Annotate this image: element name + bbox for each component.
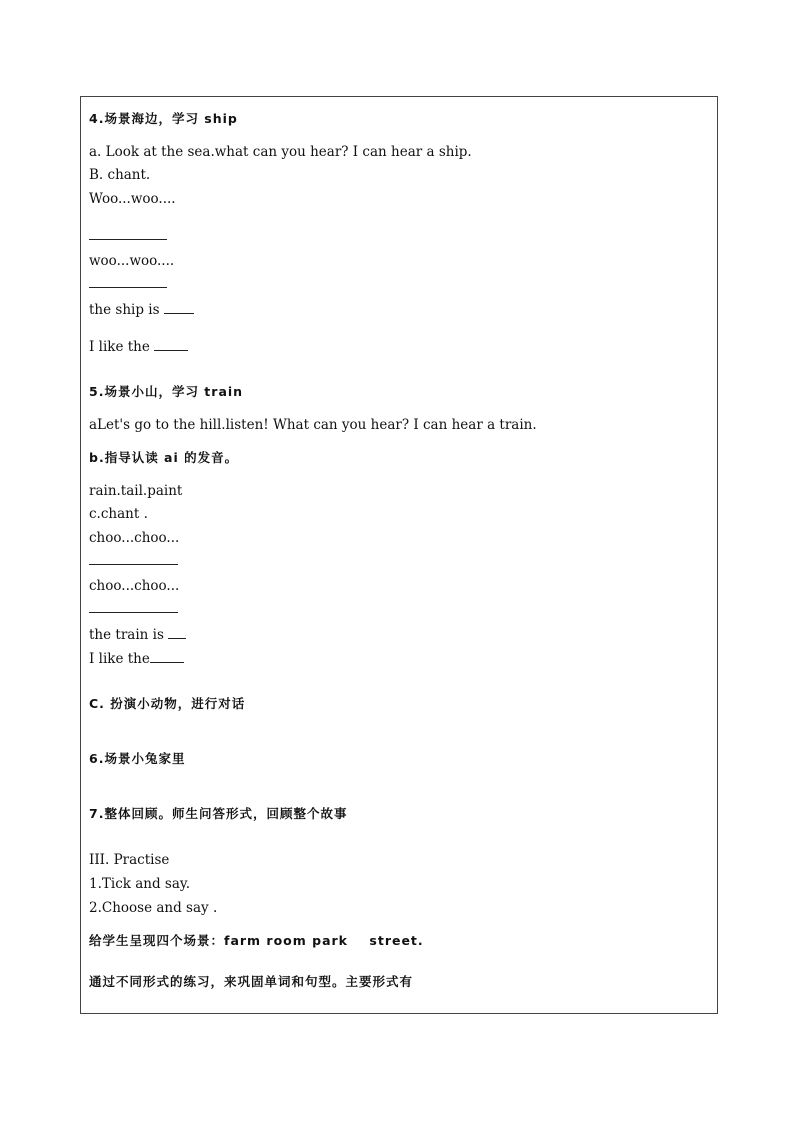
practise-item-2: 2.Choose and say .: [89, 900, 218, 916]
practise-item-1: 1.Tick and say.: [89, 876, 191, 892]
chant-line-choo-2: choo...choo...: [89, 578, 180, 594]
blank-line-1: [89, 239, 167, 240]
step-5-heading: 5.场景小山，学习 train: [89, 384, 244, 399]
blank-line-2: [89, 287, 167, 288]
step-5a-text: aLet's go to the hill.listen! What can you hear? I can hear a train.: [89, 417, 537, 433]
train-is-text: the train is: [89, 627, 164, 643]
like-the-train-line: [89, 649, 184, 668]
step-5b-text: b.指导认读 ai 的发音。: [89, 450, 239, 465]
blank-line-3: [89, 564, 178, 565]
ship-is-line: [89, 300, 194, 319]
step-7-heading: 7.整体回顾。师生问答形式，回顾整个故事: [89, 806, 348, 821]
like-blank-2: [150, 649, 184, 663]
scenes-line: 给学生呈现四个场景：farm room park street.: [89, 933, 424, 948]
chant-line-choo-1: choo...choo...: [89, 530, 180, 546]
like-the-text-1: I like the: [89, 339, 150, 355]
step-c-roleplay: C. 扮演小动物，进行对话: [89, 696, 246, 711]
train-is-line: [89, 625, 186, 644]
like-the-ship-line: [89, 337, 188, 356]
step-4-heading: 4.场景海边，学习 ship: [89, 111, 238, 126]
step-4b-text: B. chant.: [89, 167, 151, 183]
train-blank: [168, 625, 186, 639]
ship-blank: [164, 300, 194, 314]
like-the-text-2: I like the: [89, 651, 150, 667]
like-blank-1: [154, 337, 188, 351]
blank-line-4: [89, 612, 178, 613]
step-6-heading: 6.场景小兔家里: [89, 751, 186, 766]
practise-heading: III. Practise: [89, 852, 170, 868]
chant-line-woo-1: Woo...woo....: [89, 191, 176, 207]
lesson-plan-frame: [80, 96, 718, 1014]
step-4a-text: a. Look at the sea.what can you hear? I can hear a ship.: [89, 144, 472, 160]
step-5c-text: c.chant .: [89, 506, 148, 522]
practice-forms-line: 通过不同形式的练习，来巩固单词和句型。主要形式有: [89, 974, 414, 989]
chant-line-woo-2: woo...woo....: [89, 253, 175, 269]
ship-is-text: the ship is: [89, 302, 160, 318]
ai-words-line: rain.tail.paint: [89, 483, 183, 499]
